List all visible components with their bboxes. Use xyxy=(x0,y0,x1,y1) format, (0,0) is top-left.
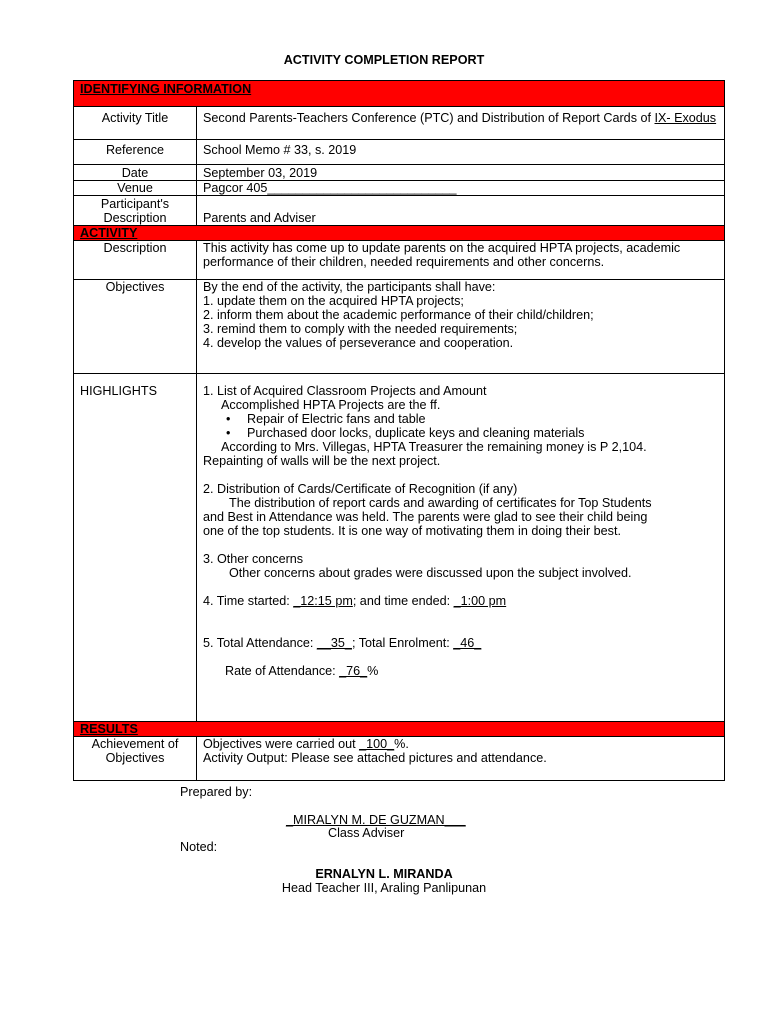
highlight-4-time: 4. Time started: _12:15 pm; and time ended: _1:00 pm xyxy=(203,594,507,608)
highlight-2-heading: 2. Distribution of Cards/Certificate of Recognition (if any) xyxy=(203,482,518,496)
report-title: ACTIVITY COMPLETION REPORT xyxy=(283,53,485,67)
section-identifying-information xyxy=(74,81,725,107)
row-date xyxy=(74,165,725,181)
participants-value: Parents and Adviser xyxy=(197,196,725,226)
highlight-3-body: Other concerns about grades were discussed upon the subject involved. xyxy=(229,566,632,580)
noted-label: Noted: xyxy=(180,840,218,854)
section-label: IDENTIFYING INFORMATION xyxy=(80,82,252,96)
objective-item: 2. inform them about the academic performance of their child/children; xyxy=(203,308,594,322)
row-reference xyxy=(74,140,725,165)
date-value: September 03, 2019 xyxy=(197,165,725,181)
achievement-label: Achievement of Objectives xyxy=(74,737,197,781)
row-participants xyxy=(74,196,725,226)
row-highlights xyxy=(74,374,725,722)
venue-label: Venue xyxy=(74,181,197,196)
section-label: RESULTS xyxy=(80,722,138,736)
highlight-1-intro: Accomplished HPTA Projects are the ff. xyxy=(221,398,441,412)
rate-value: _76_ xyxy=(339,664,368,678)
objective-item: 3. remind them to comply with the needed requirements; xyxy=(203,322,518,336)
time-ended: _1:00 pm xyxy=(453,594,507,608)
time-started: _12:15 pm xyxy=(293,594,353,608)
reference-label: Reference xyxy=(74,140,197,165)
noter-name: ERNALYN L. MIRANDA xyxy=(315,867,453,881)
description-label: Description xyxy=(74,241,197,280)
preparer-role: Class Adviser xyxy=(328,826,405,840)
objective-item: 1. update them on the acquired HPTA projects; xyxy=(203,294,464,308)
highlight-2-body: The distribution of report cards and awarding of certificates for Top Students xyxy=(229,496,652,510)
row-achievement xyxy=(74,737,725,781)
achievement-value xyxy=(197,737,725,781)
highlight-1-note: According to Mrs. Villegas, HPTA Treasurer the remaining money is P 2,104. xyxy=(221,440,647,454)
date-label: Date xyxy=(74,165,197,181)
highlight-1-note: Repainting of walls will be the next project. xyxy=(203,454,441,468)
list-item: • Purchased door locks, duplicate keys and cleaning materials xyxy=(247,426,718,440)
section-results xyxy=(74,722,725,737)
reference-value: School Memo # 33, s. 2019 xyxy=(197,140,725,165)
highlight-3-heading: 3. Other concerns xyxy=(203,552,304,566)
venue-value: Pagcor 405___________________________ xyxy=(197,181,725,196)
row-objectives xyxy=(74,280,725,374)
highlights-label: HIGHLIGHTS xyxy=(74,374,197,722)
objectives-label: Objectives xyxy=(74,280,197,374)
objectives-value xyxy=(197,280,725,374)
objective-item: 4. develop the values of perseverance and cooperation. xyxy=(203,336,514,350)
highlight-2-body: and Best in Attendance was held. The parents were glad to see their child being xyxy=(203,510,648,524)
highlight-1-list xyxy=(203,412,718,440)
noter-role: Head Teacher III, Araling Panlipunan xyxy=(281,881,487,895)
activity-title-value: Second Parents-Teachers Conference (PTC) and Distribution of Report Cards of IX- Exodus xyxy=(197,107,725,140)
total-attendance: __35_ xyxy=(316,636,352,650)
participants-label: Participant's Description xyxy=(74,196,197,226)
list-item: • Repair of Electric fans and table xyxy=(247,412,718,426)
class-name: IX- Exodus xyxy=(654,111,717,125)
highlights-value xyxy=(197,374,725,722)
objectives-intro: By the end of the activity, the participants shall have: xyxy=(203,280,496,294)
activity-output: Activity Output: Please see attached pictures and attendance. xyxy=(203,751,547,765)
report-table xyxy=(73,80,725,781)
rate-of-attendance: Rate of Attendance: _76_% xyxy=(225,664,379,678)
row-activity-title xyxy=(74,107,725,140)
highlight-5-attendance: 5. Total Attendance: __35_; Total Enrolment: _46_ xyxy=(203,636,482,650)
objectives-carried-out: Objectives were carried out _100_%. xyxy=(203,737,409,751)
total-enrolment: _46_ xyxy=(453,636,482,650)
row-venue xyxy=(74,181,725,196)
section-label: ACTIVITY xyxy=(80,226,138,240)
highlight-1-heading: 1. List of Acquired Classroom Projects and Amount xyxy=(203,384,487,398)
row-description xyxy=(74,241,725,280)
section-activity xyxy=(74,226,725,241)
highlight-2-body: one of the top students. It is one way of motivating them in doing their best. xyxy=(203,524,621,538)
objectives-percent: _100_ xyxy=(359,737,395,751)
prepared-by-label: Prepared by: xyxy=(180,785,253,799)
activity-title-label: Activity Title xyxy=(74,107,197,140)
description-value: This activity has come up to update parents on the acquired HPTA projects, academic performance of their children, needed requirements and other concerns. xyxy=(197,241,725,280)
preparer-name: _MIRALYN M. DE GUZMAN___ xyxy=(286,813,466,827)
